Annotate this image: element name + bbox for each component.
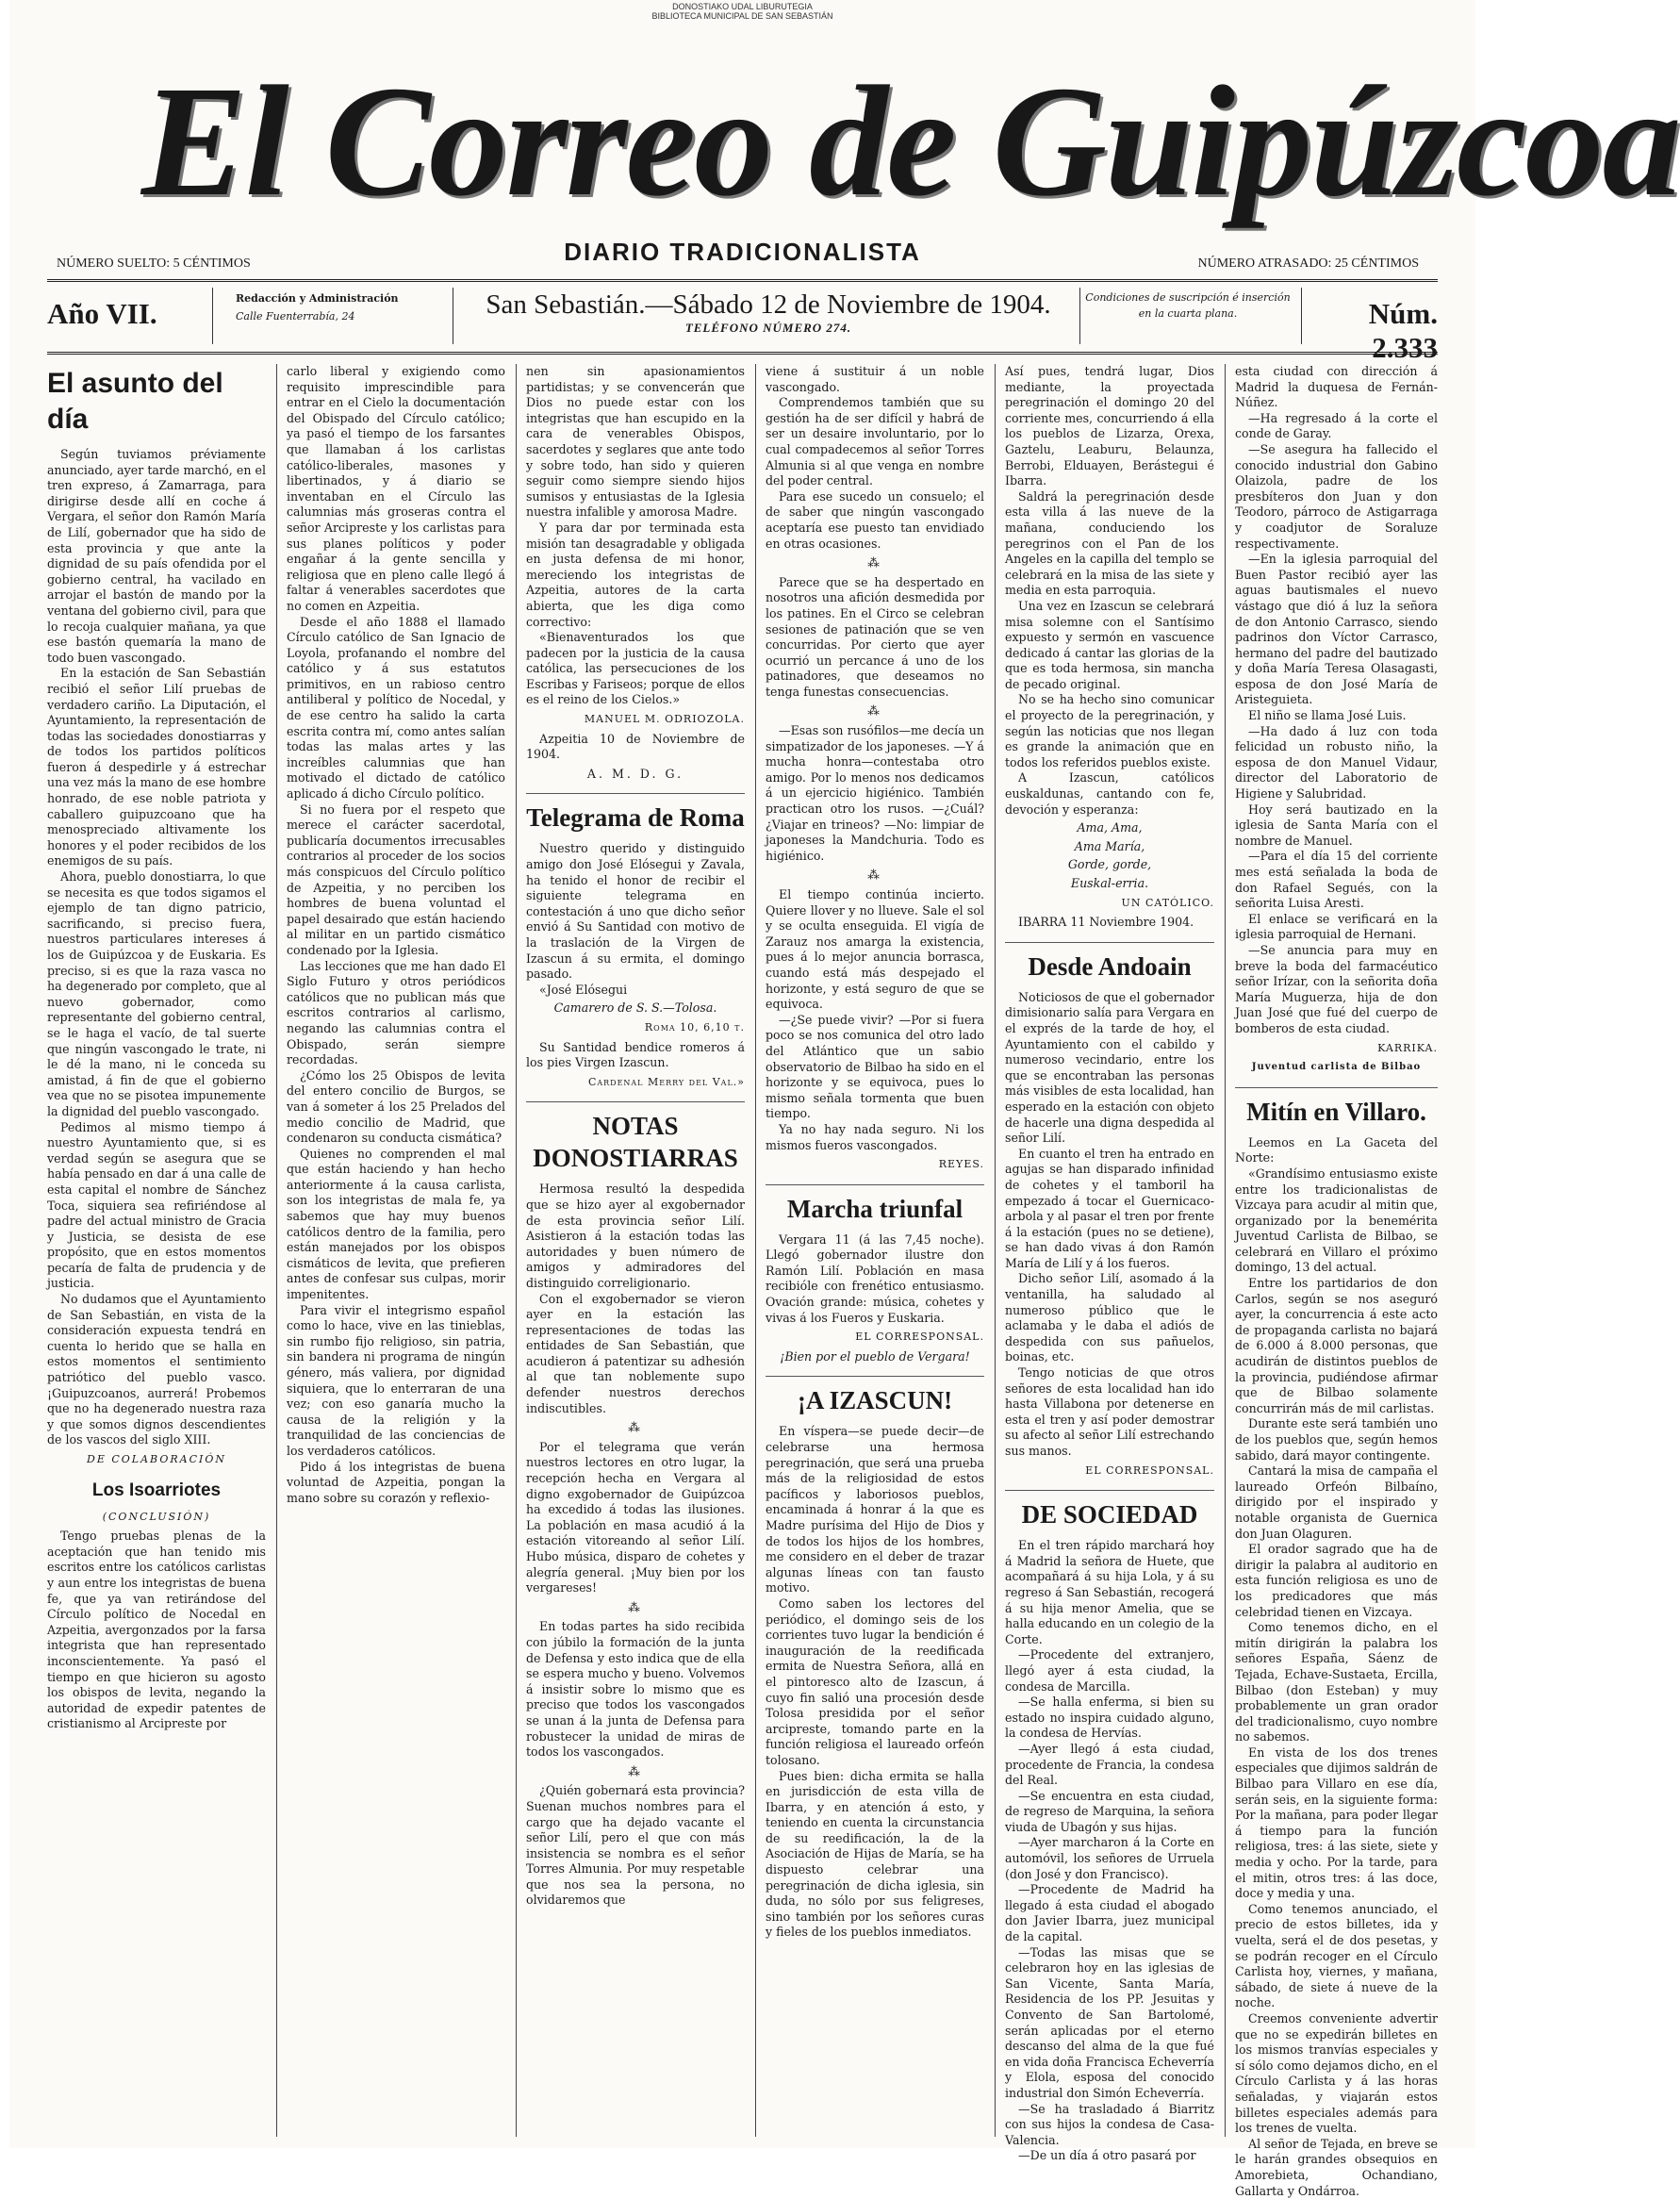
paragraph: Leemos en La Gaceta del Norte: bbox=[1235, 1134, 1438, 1166]
paragraph: —Procedente del extranjero, llegó ayer á esta ciudad, la condesa de Marcilla. bbox=[1005, 1647, 1214, 1694]
column-divider bbox=[516, 364, 517, 2137]
paragraph: A Izascun, católicos euskaldunas, cantando con fe, devoción y esperanza: bbox=[1005, 770, 1214, 817]
paragraph: Ahora, pueblo donostiarra, lo que se necesita es que todos sigamos el ejemplo de tan digno patricio, sacrificando, si preciso fuera, nuestros particulares intereses á los de Guipúzcoa y de Euskaria. Es preciso, si es que la raza vasca no ha degenerado por completo, que al nuevo gobernador, como representante del gobierno central, se le haga el vacío, de tal suerte que ningún vascongado le trate, ni le dé la mano, ni le conceda su amistad, á fin de que el gobierno vea que no se pisotea impunemente la dignidad del pueblo vascongado. bbox=[47, 869, 266, 1118]
paragraph: Como saben los lectores del periódico, el domingo seis de los corrientes tuvo lugar la bendición é inauguración de la reedificada ermita de Nuestra Señora, allá en el pintoresco alto de Izascun, á cuyo fin salió una procesión desde Tolosa presidida por el señor arcipreste, tomando parte en la función religiosa el laureado orfeón tolosano. bbox=[766, 1596, 984, 1767]
paragraph: En vista de los dos trenes especiales que dijimos saldrán de Bilbao para Villaro en ese día, serán seis, en la siguiente forma: Por la mañana, para poder llegar á tiempo para la función religiosa, tres: á las siete, siete y media y ocho. Por la tarde, para el mitin, otros tres: á las doce, doce y media y una. bbox=[1235, 1744, 1438, 1901]
paragraph: Saldrá la peregrinación desde esta villa á las nueve de la mañana, conduciendo los peregrinos con el Pan de los Angeles en la capilla del templo se celebrará en la misa de las siete y media en esta parroquia. bbox=[1005, 488, 1214, 598]
masthead-subtitle: DIARIO TRADICIONALISTA bbox=[564, 238, 921, 266]
telegram-recipient: «José Elósegui bbox=[539, 982, 628, 997]
headline-asunto-del-dia: El asunto del día bbox=[47, 368, 223, 435]
signature: EL CORRESPONSAL. bbox=[855, 1331, 984, 1344]
column-5 bbox=[1005, 364, 1214, 2163]
separator-stars: ⁂ bbox=[867, 555, 882, 570]
paragraph: El enlace se verificará en la iglesia parroquial de Hernani. bbox=[1235, 911, 1438, 942]
single-issue-price: NÚMERO SUELTO: 5 CÉNTIMOS bbox=[57, 256, 251, 271]
paragraph: esta ciudad con dirección á Madrid la duquesa de Fernán-Núñez. bbox=[1235, 364, 1438, 410]
paragraph: —¿Se puede vivir? —Por si fuera poco se nos comunica del otro lado del Atlántico que un sabio observatorio de Bilbao ha sido en el horizonte y se equivoca, pues lo mismo señala tormenta que buen tiempo. bbox=[766, 1012, 984, 1121]
paragraph: Si no fuera por el respeto que merece el carácter sacerdotal, publicaría documentos irrecusables contrarios al proceder de los socios más conspicuos del Círculo político de Azpeitia, y no perciben los hombres de buena voluntad el papel desairado que están haciendo al militar en un partido cismático condenado por la Iglesia. bbox=[287, 802, 505, 957]
headline-notas-donostiarras: NOTAS DONOSTIARRAS bbox=[526, 1101, 745, 1174]
paragraph: —Esas son rusófilos—me decía un simpatizador de los japoneses. —Y á mucha honra—contestaba otro amigo. Por lo menos nos dedicamos á un ejercicio higiénico. También practican otro los rusos. —¿Cuál? ¿Viajar en trineos? —No: limpiar de japoneses la Mandchuria. Todo es higiénico. bbox=[766, 723, 984, 863]
paragraph: Parece que se ha despertado en nosotros una afición desmedida por los patines. En el Circo se celebran sesiones de patinación que se ven concurridas. Por cierto que ayer ocurrió un percance á uno de los patinadores, que deseamos no tenga funestas consecuencias. bbox=[766, 574, 984, 699]
amdg: A. M. D. G. bbox=[586, 766, 684, 781]
admin-info bbox=[236, 289, 443, 344]
column-3 bbox=[526, 364, 745, 2137]
divider bbox=[1079, 288, 1080, 344]
paragraph: Tengo noticias de que otros señores de esta localidad han ido hasta Villabona por detenerse en esta el tren y así poder demostrar su afecto al señor Lilí estrechando sus manos. bbox=[1005, 1365, 1214, 1458]
column-divider bbox=[755, 364, 756, 2137]
paragraph: En la estación de San Sebastián recibió el señor Lilí pruebas de verdadero cariño. La Diputación, el Ayuntamiento, la representación de todas las sociedades donostiarras y de todos los partidos políticos fueron á despedirle y á estrechar una vez más la mano de ese hombre honrado, de ese noble patriota y caballero guipuzcoano que ha menospreciado altivamente los honores y el poder recibidos de los enemigos de su país. bbox=[47, 666, 266, 868]
issue-date-text: San Sebastián.—Sábado 12 de Noviembre de 1904. bbox=[486, 289, 1051, 320]
verse-line: Gorde, gorde, bbox=[1067, 857, 1152, 872]
paragraph: Vergara 11 (á las 7,45 noche). Llegó gobernador ilustre don Ramón Lilí. Población en masa recibióle con frenético entusiasmo. Ovación grande: música, cohetes y vivas á los Fueros y Euskaria. bbox=[766, 1232, 984, 1325]
admin-address: Calle Fuenterrabía, 24 bbox=[236, 310, 355, 322]
cheer-line: ¡Bien por el pueblo de Vergara! bbox=[780, 1348, 970, 1364]
paragraph: Ya no hay nada seguro. Ni los mismos fueros vascongados. bbox=[766, 1121, 984, 1152]
column-2 bbox=[287, 364, 505, 2137]
paragraph: Tengo pruebas plenas de la aceptación que han tenido mis escritos entre los católicos carlistas y aun entre los integristas de buena fe, que ya van retirándose del Círculo político de Nocedal en Azpeitia, avergonzados por la farsa integrista que han representado inconscientemente. Ya pasó el tiempo en que hicieron su agosto los obispos de levita, negando la autoridad de expedir patentes de cristianismo al Arcipreste por bbox=[47, 1529, 266, 1731]
paragraph: Creemos conveniente advertir que no se expedirán billetes en los mismos tranvías especiales y sí sólo como dejamos dicho, en el Círculo Carlista y á las horas señaladas, y viajarán estos billetes especiales además para los trenes de vuelta. bbox=[1235, 2010, 1438, 2136]
issue-number: Núm. 2.333 bbox=[1368, 297, 1438, 364]
place-date: Azpeitia 10 de Noviembre de 1904. bbox=[526, 731, 745, 762]
paragraph: Según tuviamos préviamente anunciado, ayer tarde marchó, en el tren expreso, á Zamarraga, para dirigirse desde allí en coche á Vergara, el señor don Ramón María de Lilí, gobernador que ha sido de esta provincia y que ante la dignidad de su país ofendida por el gobierno central, ha vacilado en arrojar el bastón de mando por la ventana del gobierno civil, para que lo recoja cualquier mañana, ya que ese bastón quemaría la mano de todo buen vascongado. bbox=[47, 447, 266, 665]
verse-line: Ama María, bbox=[1074, 838, 1145, 853]
paragraph: Hermosa resultó la despedida que se hizo ayer al exgobernador de esta provincia señor Lilí. Asistieron á la estación todas las autoridades y buen número de amigos y admiradores del distinguido correligionario. bbox=[526, 1182, 745, 1290]
headline-marcha-triunfal: Marcha triunfal bbox=[766, 1184, 984, 1225]
place-date: IBARRA 11 Noviembre 1904. bbox=[1018, 915, 1194, 930]
separator-stars: ⁂ bbox=[628, 1420, 643, 1435]
paragraph: —De un día á otro pasará por bbox=[1018, 2148, 1196, 2163]
paragraph: Desde el año 1888 el llamado Círculo católico de San Ignacio de Loyola, profanando el nombre del católico y á sus estatutos primitivos, en un rabioso centro antiliberal y político de Nocedal, y de ese centro ha salido la carta escrita contra mí, como antes salían todas las malas artes y las increíbles calumnias que han motivado el dictado de católico aplicado á dicho Círculo político. bbox=[287, 614, 505, 802]
paragraph: Entre los partidarios de don Carlos, según se nos aseguró ayer, la concurrencia á este acto de propaganda carlista no bajará de 6.000 á 8.000 personas, que acudirán de distintos pueblos de la provincia, pudiéndose afirmar que de Bilbao solamente concurrirán más de mil carlistas. bbox=[1235, 1276, 1438, 1415]
paragraph: Nuestro querido y distinguido amigo don José Elósegui y Zavala, ha tenido el honor de recibir el siguiente telegrama en contestación á uno que dicho señor envió á Su Santidad con motivo de la traslación de la Virgen de Izascun á su ermita, el domingo pasado. bbox=[526, 841, 745, 982]
column-6 bbox=[1235, 364, 1438, 2198]
paragraph: Así pues, tendrá lugar, Dios mediante, la proyectada peregrinación el domingo 20 del corriente mes, concurriendo á ella los pueblos de Lizarza, Orexa, Gaztelu, Leaburu, Belaunza, Berrobi, Elduayen, Berástegui é Ibarra. bbox=[1005, 364, 1214, 488]
headline-telegrama-de-roma: Telegrama de Roma bbox=[526, 793, 745, 834]
paragraph: —Se ha trasladado á Biarritz con sus hijos la condesa de Casa-Valencia. bbox=[1005, 2101, 1214, 2147]
paragraph: —Procedente de Madrid ha llegado á esta ciudad el abogado don Javier Ibarra, juez municipal de la capital. bbox=[1005, 1882, 1214, 1944]
paragraph: Una vez en Izascun se celebrará misa solemne con el Santísimo expuesto y sermón en vascuence dedicado á cantar las glorias de la que es toda hermosa, sin mancha de pecado original. bbox=[1005, 598, 1214, 691]
quote: «Bienaventurados los que padecen por la justicia de la causa católica, las persecuciones de los Escribas y Fariseos; porque de ellos es el reino de los Cielos.» bbox=[526, 630, 745, 707]
paragraph: —Se anuncia para muy en breve la boda del farmacéutico señor Irízar, con la señorita doña María Muguerza, hija de don Juan José que fué del cuerpo de bomberos de esta ciudad. bbox=[1235, 942, 1438, 1035]
paragraph: —Se asegura ha fallecido el conocido industrial don Gabino Olaizola, padre de los presbíteros don Juan y don Teodoro, párroco de Astigarraga y coadjutor de Soraluze respectivamente. bbox=[1235, 441, 1438, 551]
signature: KARRIKA. bbox=[1377, 1041, 1438, 1054]
paragraph: Como tenemos dicho, en el mitín dirigirán la palabra los señores España, Sáenz de Tejada, Echave-Sustaeta, Ercilla, Bilbao (don Esteban) y muy probablemente un gran orador del tradicionalismo, cuyo nombre no sabemos. bbox=[1235, 1620, 1438, 1744]
separator-stars: ⁂ bbox=[628, 1763, 643, 1778]
paragraph: En el tren rápido marchará hoy á Madrid la señora de Huete, que acompañará á su hija Lola, y á su regreso á San Sebastián, recogerá á su hija menor Amelia, que se halla educando en un colegio de la Corte. bbox=[1005, 1538, 1214, 1646]
masthead-title: El Correo de Guipúzcoa bbox=[141, 54, 1680, 229]
paragraph: viene á sustituir á un noble vascongado. bbox=[766, 364, 984, 394]
paragraph: Cantará la misa de campaña el laureado Orfeón Bilbaíno, dirigido por el inspirado y notable organista de Guernica don Juan Olaguren. bbox=[1235, 1463, 1438, 1541]
paragraph: «Grandísimo entusiasmo existe entre los tradicionalistas de Vizcaya para acudir al mitin que, organizado por la benemérita Juventud Carlista de Bilbao, se celebrará en Villaro el próximo domingo, 13 del actual. bbox=[1235, 1166, 1438, 1275]
paragraph: Las lecciones que me han dado El Siglo Futuro y otros periódicos católicos que no publican más que escritos contrarios al carlismo, negando las calumnias contra el Obispado, serán siempre recordadas. bbox=[287, 958, 505, 1067]
telephone-number: TELÉFONO NÚMERO 274. bbox=[684, 321, 852, 335]
conclusion-label: (CONCLUSIÓN) bbox=[102, 1510, 211, 1523]
signature: REYES. bbox=[938, 1158, 984, 1171]
signature: UN CATÓLICO. bbox=[1121, 896, 1214, 909]
paragraph: nen sin apasionamientos partidistas; y se convencerán que Dios no puede estar con los integristas que han escupido en la cara de venerables Obispos, sacerdotes y seglares que ante todo y sobre todo, han sido y quieren seguir como siempre siendo hijos sumisos y entusiastas de la Iglesia nuestra infalible y amorosa Madre. bbox=[526, 364, 745, 520]
paragraph: El niño se llama José Luis. bbox=[1248, 708, 1407, 723]
separator-stars: ⁂ bbox=[867, 703, 882, 719]
paragraph: ¿Cómo los 25 Obispos de levita del entero concilio de Burgos, se van á someter á los 25 Prelados del medio concilio de Madrid, que condenaron su conducta cismática? bbox=[287, 1067, 505, 1146]
article-columns bbox=[47, 364, 1438, 2198]
paragraph: En todas partes ha sido recibida con júbilo la formación de la junta de Defensa y esto indica que de ella se espera mucho y bueno. Volvemos á insistir sobre lo mismo que es preciso que todos los vascongados se unan á la junta de Defensa para robustecer la unidad de miras de todos los vascongados. bbox=[526, 1619, 745, 1760]
paragraph: Para ese sucedo un consuelo; el de saber que ningún vascongado aceptaría ese puesto tan envidiado en otras ocasiones. bbox=[766, 488, 984, 551]
issue-info-bar bbox=[47, 279, 1438, 364]
signature: EL CORRESPONSAL. bbox=[1085, 1463, 1214, 1477]
telegram-signature: Cardenal Merry del Val.» bbox=[587, 1075, 745, 1088]
back-issue-price: NÚMERO ATRASADO: 25 CÉNTIMOS bbox=[1197, 256, 1419, 271]
headline-isoarriotes: Los Isoarriotes bbox=[91, 1480, 222, 1500]
paragraph: Durante este será también uno de los pueblos que, según hemos sabido, dará mayor contingente. bbox=[1235, 1416, 1438, 1463]
issue-date bbox=[462, 289, 1075, 344]
headline-a-izascun: ¡A IZASCUN! bbox=[766, 1376, 984, 1416]
paragraph: Al señor de Tejada, en breve se le harán grandes obsequios en Amorebieta, Ochandiano, Gallarta y Ondárroa. bbox=[1235, 2136, 1438, 2198]
column-divider bbox=[276, 364, 277, 2137]
paragraph: No se ha hecho sino comunicar el proyecto de la peregrinación, y según las noticias que nos llegan es grande la animación que en todos los referidos pueblos existe. bbox=[1005, 692, 1214, 769]
paragraph: Noticiosos de que el gobernador dimisionario salía para Vergara en el exprés de la tarde de hoy, el Ayuntamiento con el cabildo y numeroso vecindario, entre los que se encontraban las personas más visibles de esta localidad, han esperado en la estación con objeto de hacerle una digna despedida al señor Lilí. bbox=[1005, 989, 1214, 1146]
paragraph: ¿Quién gobernará esta provincia? Suenan muchos nombres para el cargo que ha dejado vacante el señor Lilí, pero el que con más insistencia se nombra es el señor Torres Almunia. Por muy respetable que nos sea la persona, no olvidaremos que bbox=[526, 1783, 745, 1908]
paragraph: —Ha dado á luz con toda felicidad un robusto niño, la esposa de don Manuel Vidaur, director del Laboratorio de Higiene y Salubridad. bbox=[1235, 723, 1438, 802]
headline-mitin-en-villaro: Mitín en Villaro. bbox=[1235, 1087, 1438, 1128]
paragraph: Pido á los integristas de buena voluntad de Azpeitia, pongan la mano sobre su corazón y reflexio- bbox=[287, 1459, 505, 1505]
column-4 bbox=[766, 364, 984, 2137]
paragraph: Como tenemos anunciado, el precio de estos billetes, ida y vuelta, será el de dos pesetas, y se podrán recoger en el Círculo Carlista hoy, viernes, y mañana, sábado, de siete á nueve de la noche. bbox=[1235, 1901, 1438, 2010]
paragraph: En víspera—se puede decir—de celebrarse una hermosa peregrinación, que será una prueba más de la religiosidad de estos pacíficos y laboriosos pueblos, encaminada á honrar á la que es Madre purísima del Hijo de Dios y de todos los hijos de los hombres, me considero en el deber de trazar algunas líneas con tan fausto motivo. bbox=[766, 1424, 984, 1596]
paragraph: Quienes no comprenden el mal que están haciendo y han hecho anteriormente á la causa carlista, son los integristas de mala fe, ya sabemos que hay muy buenos católicos dentro de la familia, pero están manejados por los obispos cismáticos de levita, que prefieren antes de confesar sus culpas, morir impenitentes. bbox=[287, 1146, 505, 1302]
paragraph: Con el exgobernador se vieron ayer en la estación las representaciones de todas las entidades de San Sebastián, que acudieron á patentizar su adhesión al que tan noblemente supo defender nuestros derechos indiscutibles. bbox=[526, 1291, 745, 1415]
paragraph: El orador sagrado que ha de dirigir la palabra al auditorio en esta función religiosa es uno de los predicadores que más celebridad tienen en Vizcaya. bbox=[1235, 1542, 1438, 1619]
library-stamp bbox=[9, 2, 1475, 21]
headline-desde-andoain: Desde Andoain bbox=[1005, 942, 1214, 983]
paragraph: En cuanto el tren ha entrado en agujas se han disparado infinidad de cohetes y el tamboril ha empezado á tocar el Guernicaco-arbola y al pasar el tren por frente á la estación (pues no se detiene), se han dado vivas á don Ramón María de Lilí y á los fueros. bbox=[1005, 1146, 1214, 1270]
paragraph: —Se encuentra en esta ciudad, de regreso de Marquina, la señora viuda de Ubagón y sus hijas. bbox=[1005, 1788, 1214, 1834]
issue-year: Año VII. bbox=[47, 297, 157, 330]
section-label: DE COLABORACIÓN bbox=[87, 1453, 226, 1465]
column-divider bbox=[1225, 364, 1226, 2137]
paragraph: Por el telegrama que verán nuestros lectores en otro lugar, la recepción hecha en Vergara al digno exgobernador de Guipúzcoa ha excedido á todas las ilusiones. La población en masa acudió á la estación vitoreando al señor Lilí. Hubo música, disparo de cohetes y alegría general. ¡Muy bien por los vergareses! bbox=[526, 1439, 745, 1596]
paragraph: —Todas las misas que se celebraron hoy en las iglesias de San Vicente, Santa María, Residencia de los PP. Jesuitas y Convento de San Bartolomé, serán aplicadas por el eterno descanso del alma de la que fué en vida doña Francisca Echeverría y Elola, esposa del conocido industrial don Simón Echeverría. bbox=[1005, 1944, 1214, 2100]
verse-line: Euskal-erria. bbox=[1070, 876, 1149, 890]
paragraph: Pues bien: dicha ermita se halla en jurisdicción de esta villa de Ibarra, y en atención á esto, y teniendo en cuenta la circunstancia de su reedificación, la de la Asociación de Hijas de María, se ha dispuesto celebrar una peregrinación de dicha iglesia, sin duda, no sólo por sus feligreses, sino también por los señores curas y fieles de los pueblos inmediatos. bbox=[766, 1768, 984, 1940]
telegram-body: Su Santidad bendice romeros á los pies Virgen Izascun. bbox=[526, 1039, 745, 1070]
stamp-line-2: BIBLIOTECA MUNICIPAL DE SAN SEBASTIÁN bbox=[651, 11, 833, 21]
headline-de-sociedad: DE SOCIEDAD bbox=[1005, 1490, 1214, 1530]
verse-line: Ama, Ama, bbox=[1077, 820, 1143, 835]
paragraph: Pedimos al mismo tiempo á nuestro Ayuntamiento que, si es verdad según se asegura que se había pensado en dar á una calle de esta capital el nombre de Sánchez Toca, siquiera sea refiriéndose al padre del actual ministro de Gracia y Justicia, se desista de ese propósito, que en estos momentos pecaría de falta de prudencia y de justicia. bbox=[47, 1119, 266, 1291]
stamp-line-1: DONOSTIAKO UDAL LIBURUTEGIA bbox=[672, 2, 813, 11]
separator-stars: ⁂ bbox=[867, 868, 882, 883]
newspaper-page bbox=[9, 0, 1680, 2198]
subscription-conditions: Condiciones de suscripción é inserción en la cuarta plana. bbox=[1085, 291, 1291, 320]
column-1 bbox=[47, 364, 266, 2137]
paragraph: No dudamos que el Ayuntamiento de San Sebastián, en vista de la consideración expuesta tendrá en cuenta lo herido que se halla en estos momentos el sentimiento patriótico del pueblo vasco. ¡Guipuzcoanos, aurrerá! Probemos que no ha degenerado nuestra raza y que somos dignos descendientes de los vascos del siglo XIII. bbox=[47, 1292, 266, 1447]
paragraph: Para vivir el integrismo español como lo hace, vive en las tinieblas, sin rumbo fijo religioso, sin patria, sin bandera ni programa de ningún género, más valiera, por dignidad siquiera, que lo enterraran de una vez; con eso ganaría mucho la causa de la religión y la tranquilidad de las conciencias de los verdaderos católicos. bbox=[287, 1302, 505, 1458]
section-label: Juventud carlista de Bilbao bbox=[1251, 1062, 1422, 1073]
signature: MANUEL M. ODRIOZOLA. bbox=[584, 713, 745, 726]
separator-stars: ⁂ bbox=[628, 1599, 643, 1614]
telegram-address: Camarero de S. S.—Tolosa. bbox=[553, 1000, 717, 1016]
paragraph: Hoy será bautizado en la iglesia de Santa María con el nombre de Manuel. bbox=[1235, 802, 1438, 848]
paragraph: carlo liberal y exigiendo como requisito imprescindible para entrar en el Cielo la documentación del Obispado del Círculo católico; ya pasó el tiempo de los farsantes que llamaban á los carlistas católico-liberales, masones y libertinados, y á diario se inventaban en el Círculo las calumnias más groseras contra el señor Arcipreste y los carlistas para sus planes políticos y poder engañar á la gente sencilla y religiosa que en pleno calle llegó á faltar á venerables sacerdotes que no comen en Azpeitia. bbox=[287, 364, 505, 613]
paragraph: El tiempo continúa incierto. Quiere llover y no llueve. Sale el sol y se oculta enseguida. El vigía de Zarauz nos amarga la existencia, pues á lo mejor anuncia borrasca, cuando está más despejado el horizonte, y está seguro de que se equivoca. bbox=[766, 887, 984, 1012]
paragraph: Dicho señor Lilí, asomado á la ventanilla, ha saludado al numeroso público que le aclamaba y le daba el adiós de despedida con sus pañuelos, boinas, etc. bbox=[1005, 1271, 1214, 1364]
paragraph: —Se halla enferma, si bien su estado no inspira cuidado alguno, la condesa de Hervías. bbox=[1005, 1695, 1214, 1741]
paragraph: Y para dar por terminada esta misión tan desagradable y obligada en justa defensa de mi honor, mereciendo los integristas de Azpeitia, autores de la carta abierta, que les diga como correctivo: bbox=[526, 520, 745, 629]
divider bbox=[1301, 288, 1302, 344]
paragraph: —Ayer marcharon á la Corte en automóvil, los señores de Urruela (don José y don Francisco). bbox=[1005, 1835, 1214, 1881]
admin-label: Redacción y Administración bbox=[236, 292, 399, 305]
column-divider bbox=[995, 364, 996, 2137]
paragraph: —Ayer llegó á esta ciudad, procedente de Francia, la condesa del Real. bbox=[1005, 1741, 1214, 1788]
paragraph: Comprendemos también que su gestión ha de ser difícil y habrá de ser un desaire involuntario, por lo cual compadecemos al señor Torres Almunia si al que venga en nombre del poder central. bbox=[766, 395, 984, 488]
paragraph: —Ha regresado á la corte el conde de Garay. bbox=[1235, 410, 1438, 441]
divider bbox=[212, 288, 213, 344]
paragraph: —Para el día 15 del corriente mes está señalada la boda de don Rafael Segués, con la señorita Luisa Aresti. bbox=[1235, 849, 1438, 911]
telegram-date: Roma 10, 6,10 t. bbox=[644, 1020, 745, 1033]
paragraph: —En la iglesia parroquial del Buen Pastor recibió ayer las aguas bautismales el nuevo vástago que dió á luz la señora de don Antonio Carrasco, siendo padrinos don Víctor Carrasco, hermano del padre del bautizado y doña María Teresa Olasagasti, esposa de don José María de Aristeguieta. bbox=[1235, 552, 1438, 707]
